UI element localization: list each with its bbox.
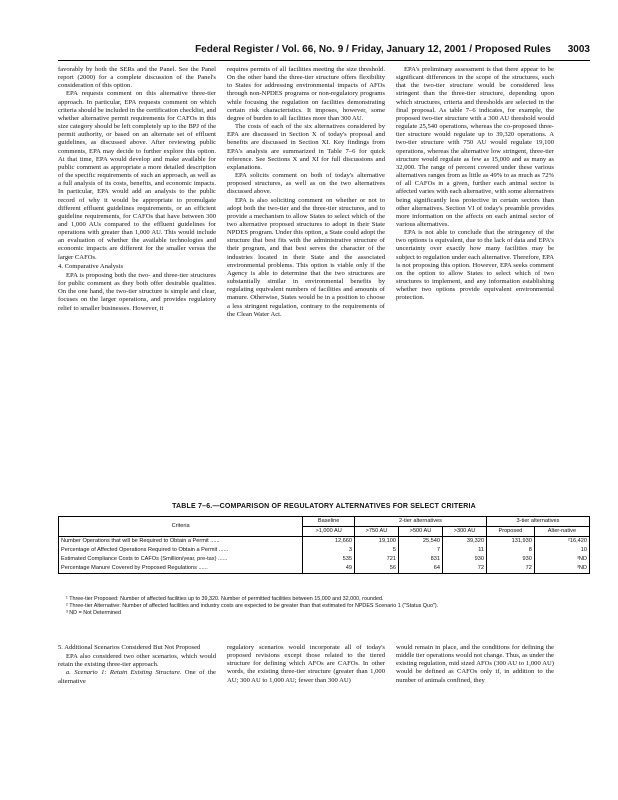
paragraph: EPA also considered two other scenarios, which would retain the existing three-tier approach. xyxy=(58,653,216,669)
footnote: ¹ Three-tier Proposed: Number of affected facilities up to 39,320. Number of permitted facilities between 15,000 and 32,000, rounded. xyxy=(66,596,384,602)
table-row xyxy=(59,546,590,555)
table-cell: 5 xyxy=(354,546,398,555)
table-cell: 39,320 xyxy=(443,537,487,547)
column-header: Proposed xyxy=(487,527,535,537)
table-cell: 930 xyxy=(443,555,487,564)
running-header xyxy=(58,44,590,58)
paragraph: EPA solicits comment on both of today's alternative proposed structures, as well as on the two alternatives discussed above. xyxy=(227,172,385,196)
paragraph-fragment: One of the alternative xyxy=(58,669,216,685)
table-cell: ²16,420 xyxy=(534,537,589,547)
text-column-1 xyxy=(58,66,216,502)
table-cell: 131,930 xyxy=(487,537,535,547)
table-cell: 8 xyxy=(487,546,535,555)
table-cell: 72 xyxy=(487,564,535,574)
column-header: >500 AU xyxy=(398,527,442,537)
running-title: Federal Register / Vol. 66, No. 9 / Friday, January 12, 2001 / Proposed Rules xyxy=(195,44,551,55)
paragraph: The costs of each of the six alternatives considered by EPA are discussed in Section X of today's proposal and benefits are discussed in Section XI. Key findings from EPA's analysis are summarized in Table 7–6 for quick reference. See Sections X and XI for full discussions and explanations. xyxy=(227,123,385,171)
three-tier-header: 3-tier alternatives xyxy=(487,517,590,527)
row-label: Percentage Manure Covered by Proposed Regulations ...... xyxy=(59,564,303,574)
table-cell: 72 xyxy=(443,564,487,574)
bottom-column-1 xyxy=(58,644,216,734)
regulatory-alternatives-table xyxy=(58,516,590,574)
footnote: ² Three-tier Alternative: Number of affected facilities and industry costs are expected to be greater than that estimated for NPDES Scenario 1 ("Status Quo"). xyxy=(66,602,439,609)
table-cell: 930 xyxy=(487,555,535,564)
baseline-header: Baseline xyxy=(303,517,355,527)
paragraph: EPA requests comment on this alternative three-tier approach. In particular, EPA requests comment on which criteria should be included in the certification checklist, and whether alternative permit requirements for CAFOs in this size category should be left completely up to the BPJ of the permit authority, or based on an alternate set of effluent guidelines, as discussed above. After reviewing public comments, EPA may decide to further explore this option. At that time, EPA would develop and make available for public comment as appropriate a more detailed description of the specific requirements of such an approach, as well as a full analysis of its costs, benefits, and economic impacts. In particular, EPA would add an analysis to the public record of why it would be appropriate to promulgate different effluent guidelines requirements, or an efficient guideline requirements, for CAFOs that have between 300 and 1,000 AUs compared to the effluent guidelines for operations with greater than 1,000 AU. This would include an evaluation of whether the available technologies and economic impacts are different for the smaller versus the larger CAFOs. xyxy=(58,90,216,261)
column-header: Alter-native xyxy=(534,527,589,537)
table-cell: ³ND xyxy=(534,564,589,574)
criteria-header: Criteria xyxy=(59,517,303,537)
table-cell: 10 xyxy=(534,546,589,555)
paragraph: regulatory scenarios would incorporate all of today's proposed revisions except those related to the tiered structure for defining which AFOs are CAFOs. In other words, the existing three-tier structure (greater than 1,000 AU; 300 AU to 1,000 AU; fewer than 300 AU) xyxy=(227,644,385,684)
column-header: >750 AU xyxy=(354,527,398,537)
table-cell: 25,540 xyxy=(398,537,442,547)
table-cell: 19,100 xyxy=(354,537,398,547)
table-cell: 11 xyxy=(443,546,487,555)
table-cell: 721 xyxy=(354,555,398,564)
table-footnotes xyxy=(58,596,590,616)
paragraph: EPA is not able to conclude that the stringency of the two options is equivalent, due to the lack of data and EPA's uncertainty over exactly how many facilities may be subject to regulation under each alternative. Therefore, EPA is not proposing this option. However, EPA seeks comment on the option to allow States to select which of two structures to implement, and any information establishing whether two options provide equivalent environmental protection. xyxy=(396,229,554,302)
table-cell: 12,660 xyxy=(303,537,355,547)
page-number: 3003 xyxy=(567,44,590,55)
row-label: Estimated Compliance Costs to CAFOs (Smillion/year, pre-tax) ...... xyxy=(59,555,303,564)
column-header: >1,000 AU xyxy=(303,527,355,537)
text-column-2 xyxy=(227,66,385,502)
bottom-column-3 xyxy=(396,644,554,734)
table-cell: 7 xyxy=(398,546,442,555)
bottom-column-2 xyxy=(227,644,385,734)
paragraph: would remain in place, and the conditions for defining the middle tier operations would not change. Thus, as under the existing regulation, mid sized AFOs (300 AU to 1,000 AU) would be defined as CAFOs only if, in addition to the number of animals confined, they xyxy=(396,644,554,684)
table-cell: 56 xyxy=(354,564,398,574)
paragraph: EPA is also soliciting comment on whether or not to adopt both the two-tier and the three-tier structures, and to provide a mechanism to allow States to select which of the two alternative proposed structures to adopt in their State NPDES program. Under this option, a State could adopt the structure that best fits with the administrative structure of their program, and that best serves the character of the industries located in their State and the associated environmental problems. This option is viable only if the Agency is able to determine that the two structures are substantially similar in environmental benefits by regulating equivalent numbers of facilities and amounts of manure. Otherwise, States would be in a position to choose a less stringent regulation, contrary to the requirements of the Clean Water Act. xyxy=(227,196,385,318)
table-row xyxy=(59,555,590,564)
paragraph: EPA is proposing both the two- and three-tier structures for public comment as they both offer desirable qualities. On the one hand, the two-tier structure is simple and clear, focuses on the larger operations, and provides regulatory relief to smaller businesses. However, it xyxy=(58,271,216,312)
row-label: Number Operations that will be Required to Obtain a Permit ...... xyxy=(59,537,303,547)
table-cell: 3 xyxy=(303,546,355,555)
header-rule xyxy=(58,60,590,61)
paragraph: favorably by both the SERs and the Panel. See the Panel report (2000) for a complete discussion of the Panel's consideration of this option. xyxy=(58,66,216,90)
table-cell: 64 xyxy=(398,564,442,574)
subsection-label: a. Scenario 1: Retain Existing Structure. xyxy=(66,669,182,677)
section-heading: 4. Comparative Analysis xyxy=(58,262,124,270)
table-row xyxy=(59,564,590,574)
table-cell: 831 xyxy=(398,555,442,564)
text-column-3 xyxy=(396,66,554,502)
section-heading: 5. Additional Scenarios Considered But Not Proposed xyxy=(58,644,201,651)
column-header: >300 AU xyxy=(443,527,487,537)
two-tier-header: 2-tier alternatives xyxy=(354,517,486,527)
paragraph: requires permits of all facilities meeting the size threshold. On the other hand the three-tier structure offers flexibility to States for addressing environmental impacts of AFOs through non-NPDES programs or non-regulatory programs while focusing the regulation on facilities demonstrating certain risk characteristics. It imposes, however, some degree of burden to all facilities more than 300 AU. xyxy=(227,66,385,122)
row-label: Percentage of Affected Operations Required to Obtain a Permit ...... xyxy=(59,546,303,555)
table-cell: ³ND xyxy=(534,555,589,564)
table-cell: 49 xyxy=(303,564,355,574)
paragraph: EPA's preliminary assessment is that there appear to be significant differences in the scope of the structures, such that the two-tier structure would be considered less stringent than the three-tier structure, depending upon which structures, criteria and thresholds are selected in the final proposal. As table 7–6 indicates, for example, the proposed two-tier structure with a 300 AU threshold would regulate 25,540 operations, whereas the co-proposed three-tier structure would regulate up to 39,320 operations. A two-tier structure with 750 AU would regulate 19,100 operations, whereas the alternative low stringent, three-tier structure would regulate as few as 15,000 and as many as 32,000. The range of percent covered under these various alternatives ranges from as little as 49% to as much as 72% of all CAFOs in a given, further each animal sector is affected varies with each alternative, with some alternatives being significantly less protective in certain sectors than other alternatives. Section VI of today's preamble provides more information on the affects on each animal sector of various alternatives. xyxy=(396,66,554,228)
table-row xyxy=(59,537,590,547)
table-cell: 535 xyxy=(303,555,355,564)
footnote: ³ ND = Not Determined xyxy=(66,609,121,616)
table-caption: TABLE 7–6.—COMPARISON OF REGULATORY ALTERNATIVES FOR SELECT CRITERIA xyxy=(172,503,476,510)
